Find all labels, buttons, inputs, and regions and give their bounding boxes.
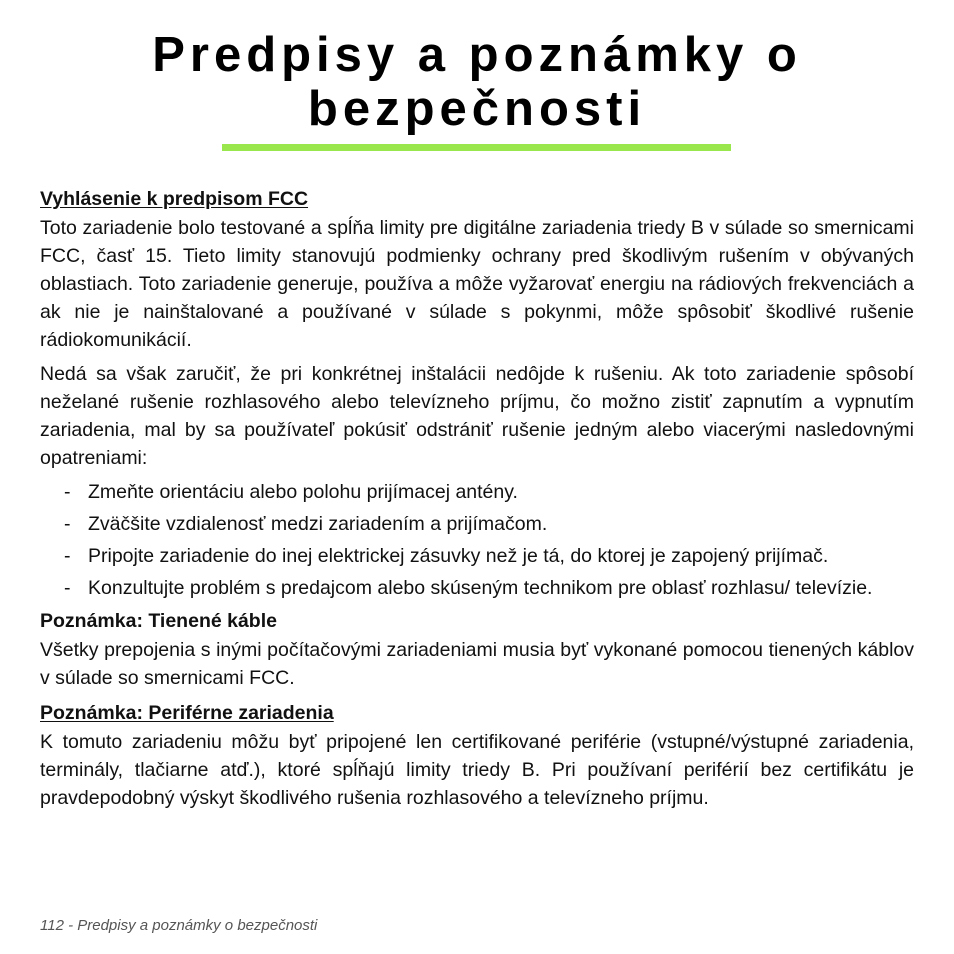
list-item-text: Zmeňte orientáciu alebo polohu prijímacej antény. xyxy=(88,481,518,503)
list-item xyxy=(40,574,914,602)
dash-bullet: - xyxy=(64,545,71,567)
fcc-paragraph-2: Nedá sa však zaručiť, že pri konkrétnej inštalácii nedôjde k rušeniu. Ak toto zariadenie spôsobí neželané rušenie rozhlasového alebo televízneho príjmu, čo možno zistiť zapnutím a vypnutím zariadenia, mal by sa používateľ pokúsiť odstrániť rušenie jedným alebo viacerými nasledovnými opatreniami: xyxy=(40,363,914,469)
fcc-paragraph-1: Toto zariadenie bolo testované a spĺňa limity pre digitálne zariadenia triedy B v súlade so smernicami FCC, časť 15. Tieto limity stanovujú podmienky ochrany pred škodlivým rušením v obývaných oblastiach. Toto zariadenie generuje, používa a môže vyžarovať energiu na rádiových frekvenciách a ak nie je nainštalované a používané v súlade s pokynmi, môže spôsobiť škodlivé rušenie rádiokomunikácií. xyxy=(40,217,914,351)
document-body xyxy=(40,184,914,818)
peripherals-heading: Poznámka: Periférne zariadenia xyxy=(40,702,334,724)
peripherals-paragraph: K tomuto zariadeniu môžu byť pripojené len certifikované periférie (vstupné/výstupné zariadenia, terminály, tlačiarne atď.), ktoré spĺňajú limity triedy B. Pri používaní periférií bez certifikátu je pravdepodobný výskyt škodlivého rušenia rozhlasového a televízneho príjmu. xyxy=(40,731,914,809)
page-title-line-1: Predpisy a poznámky o xyxy=(152,28,802,82)
list-item xyxy=(40,510,914,538)
dash-bullet: - xyxy=(64,513,71,535)
cables-paragraph: Všetky prepojenia s inými počítačovými zariadeniami musia byť vykonané pomocou tienených káblov v súlade so smernicami FCC. xyxy=(40,639,914,689)
list-item-text: Konzultujte problém s predajcom alebo skúseným technikom pre oblasť rozhlasu/ televízie. xyxy=(88,577,873,599)
title-accent-rule xyxy=(222,144,731,151)
fcc-measures-list xyxy=(40,478,914,602)
cables-heading: Poznámka: Tienené káble xyxy=(40,610,277,632)
list-item xyxy=(40,478,914,506)
fcc-heading: Vyhlásenie k predpisom FCC xyxy=(40,188,309,210)
page-title-line-2: bezpečnosti xyxy=(307,82,647,136)
dash-bullet: - xyxy=(64,481,71,503)
page-title xyxy=(0,28,954,136)
list-item-text: Pripojte zariadenie do inej elektrickej zásuvky než je tá, do ktorej je zapojený prijímač. xyxy=(88,545,829,567)
page-footer: 112 - Predpisy a poznámky o bezpečnosti xyxy=(40,917,318,934)
list-item-text: Zväčšite vzdialenosť medzi zariadením a prijímačom. xyxy=(88,513,548,535)
dash-bullet: - xyxy=(64,577,71,599)
list-item xyxy=(40,542,914,570)
